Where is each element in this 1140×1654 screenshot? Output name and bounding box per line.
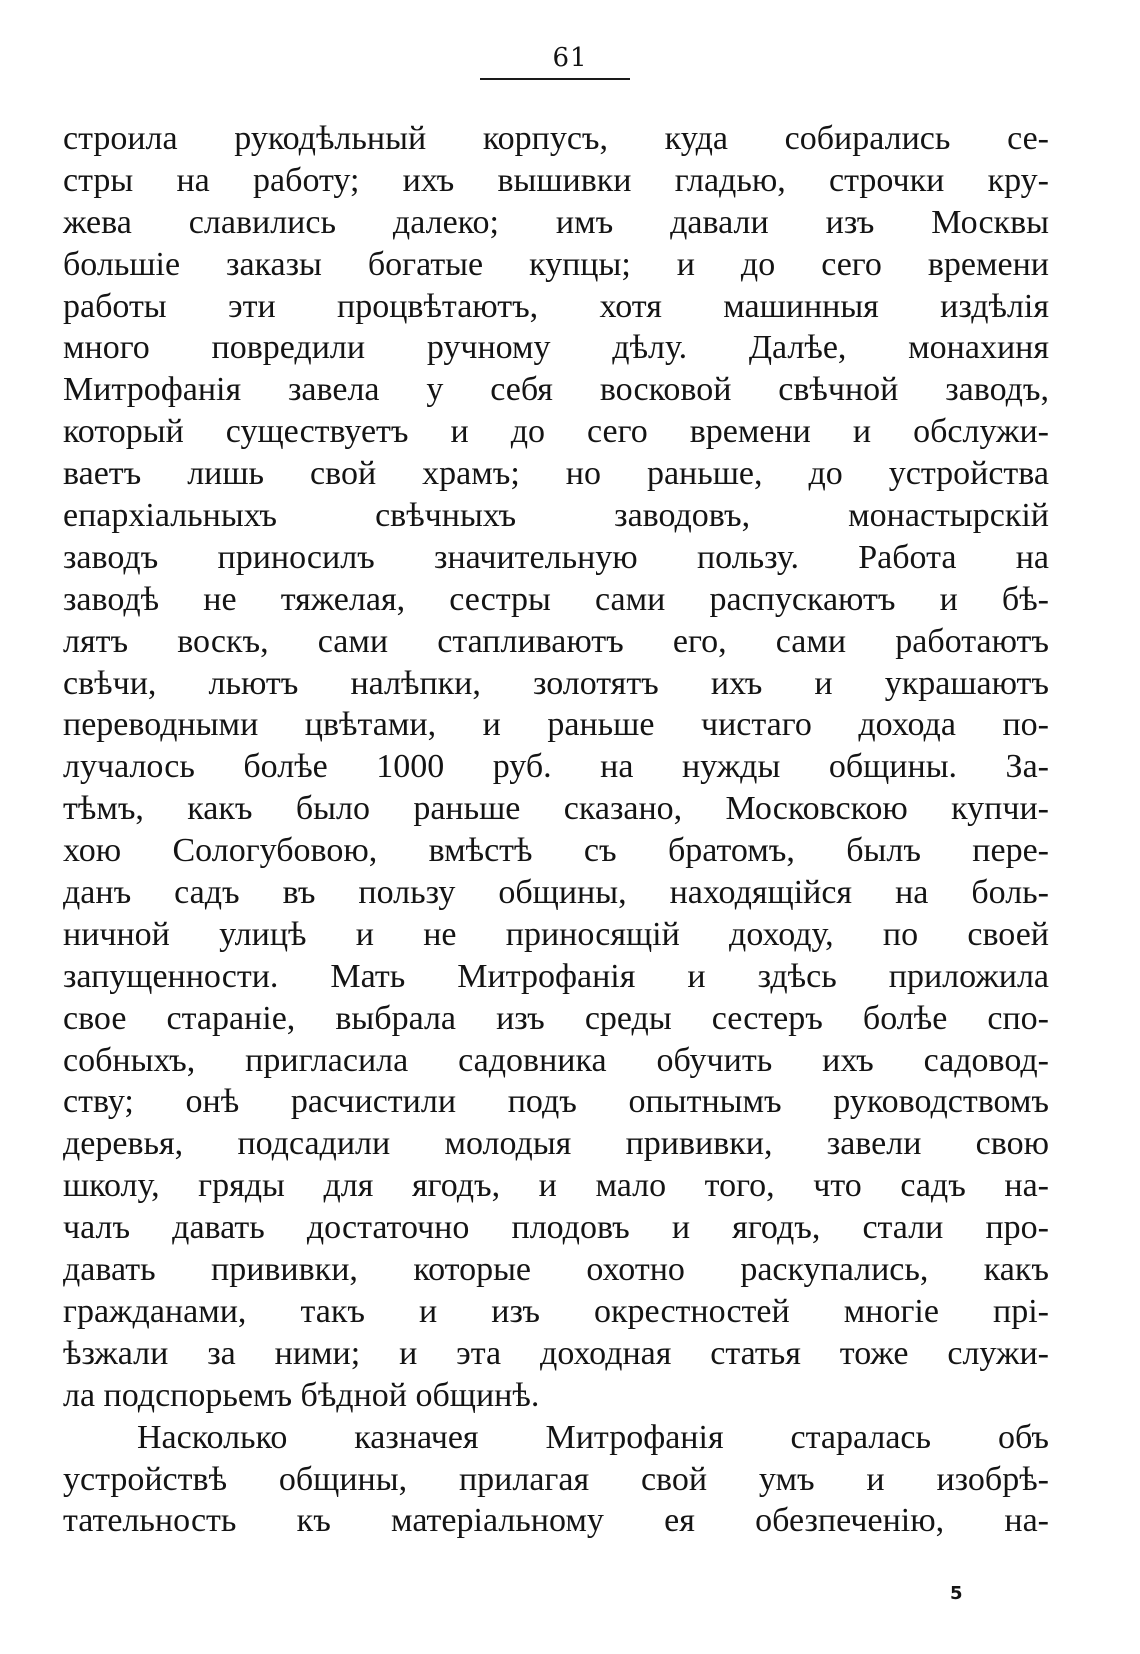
text-line: ваетъ лишь свой храмъ; но раньше, до устройства — [63, 455, 1049, 493]
body-text — [63, 118, 1049, 1542]
text-line: который существуетъ и до сего времени и обслужи- — [63, 413, 1049, 451]
text-line: строила рукодѣльный корпусъ, куда собирались се- — [63, 120, 1049, 157]
text-line: данъ садъ въ пользу общины, находящійся на боль- — [63, 874, 1049, 912]
text-line: свѣчи, льютъ налѣпки, золотятъ ихъ и украшаютъ — [63, 664, 1049, 702]
text-line: заводъ приносилъ значительную пользу. Работа на — [63, 538, 1049, 576]
text-line: епархіальныхъ свѣчныхъ заводовъ, монастырскій — [63, 497, 1049, 535]
paragraph-last-line: ла подспорьемъ бѣдной общинѣ. — [63, 1376, 540, 1414]
text-line: школу, гряды для ягодъ, и мало того, что садъ на- — [63, 1167, 1049, 1205]
text-line: переводными цвѣтами, и раньше чистаго дохода по- — [63, 706, 1049, 744]
text-line: собныхъ, пригласила садовника обучить ихъ садовод- — [63, 1041, 1049, 1079]
text-line: ничной улицѣ и не приносящій доходу, по своей — [63, 915, 1049, 953]
text-line: тательность къ матеріальному ея обезпеченію, на- — [63, 1502, 1049, 1540]
text-line: ству; онѣ расчистили подъ опытнымъ руководствомъ — [63, 1083, 1049, 1121]
text-line: запущенности. Мать Митрофанія и здѣсь приложила — [63, 957, 1049, 995]
text-line: гражданами, такъ и изъ окрестностей многіе прі- — [63, 1292, 1049, 1330]
text-line: давать прививки, которые охотно раскупались, какъ — [63, 1251, 1049, 1289]
text-line: Митрофанія завела у себя восковой свѣчной заводъ, — [63, 371, 1049, 409]
page-number: 61 — [552, 43, 588, 73]
text-line: устройствѣ общины, прилагая свой умъ и изобрѣ- — [63, 1460, 1049, 1498]
text-line: свое стараніе, выбрала изъ среды сестеръ болѣе спо- — [63, 999, 1049, 1037]
signature-mark: 5 — [950, 1583, 963, 1604]
text-line: большіе заказы богатые купцы; и до сего времени — [63, 245, 1049, 283]
text-line: лучалось болѣе 1000 руб. на нужды общины. За- — [63, 748, 1049, 786]
text-line: много повредили ручному дѣлу. Далѣе, монахиня — [63, 329, 1049, 367]
paragraph-first-line: Насколько казначея Митрофанія старалась объ — [137, 1418, 1049, 1456]
text-line: тѣмъ, какъ было раньше сказано, Московскою купчи- — [63, 790, 1049, 828]
text-line: лятъ воскъ, сами стапливаютъ его, сами работаютъ — [63, 622, 1049, 660]
text-line: деревья, подсадили молодыя прививки, завели свою — [63, 1125, 1049, 1163]
text-line: чалъ давать достаточно плодовъ и ягодъ, стали про- — [63, 1209, 1049, 1247]
text-line: заводѣ не тяжелая, сестры сами распускаютъ и бѣ- — [63, 580, 1049, 618]
text-line: хою Сологубовою, вмѣстѣ съ братомъ, былъ пере- — [63, 832, 1049, 870]
text-line: работы эти процвѣтаютъ, хотя машинныя издѣлія — [63, 287, 1049, 325]
header-rule — [480, 78, 630, 80]
text-line: ѣзжали за ними; и эта доходная статья тоже служи- — [63, 1334, 1049, 1372]
text-line: жева славились далеко; имъ давали изъ Москвы — [63, 203, 1049, 241]
text-line: стры на работу; ихъ вышивки гладью, строчки кру- — [63, 161, 1049, 199]
